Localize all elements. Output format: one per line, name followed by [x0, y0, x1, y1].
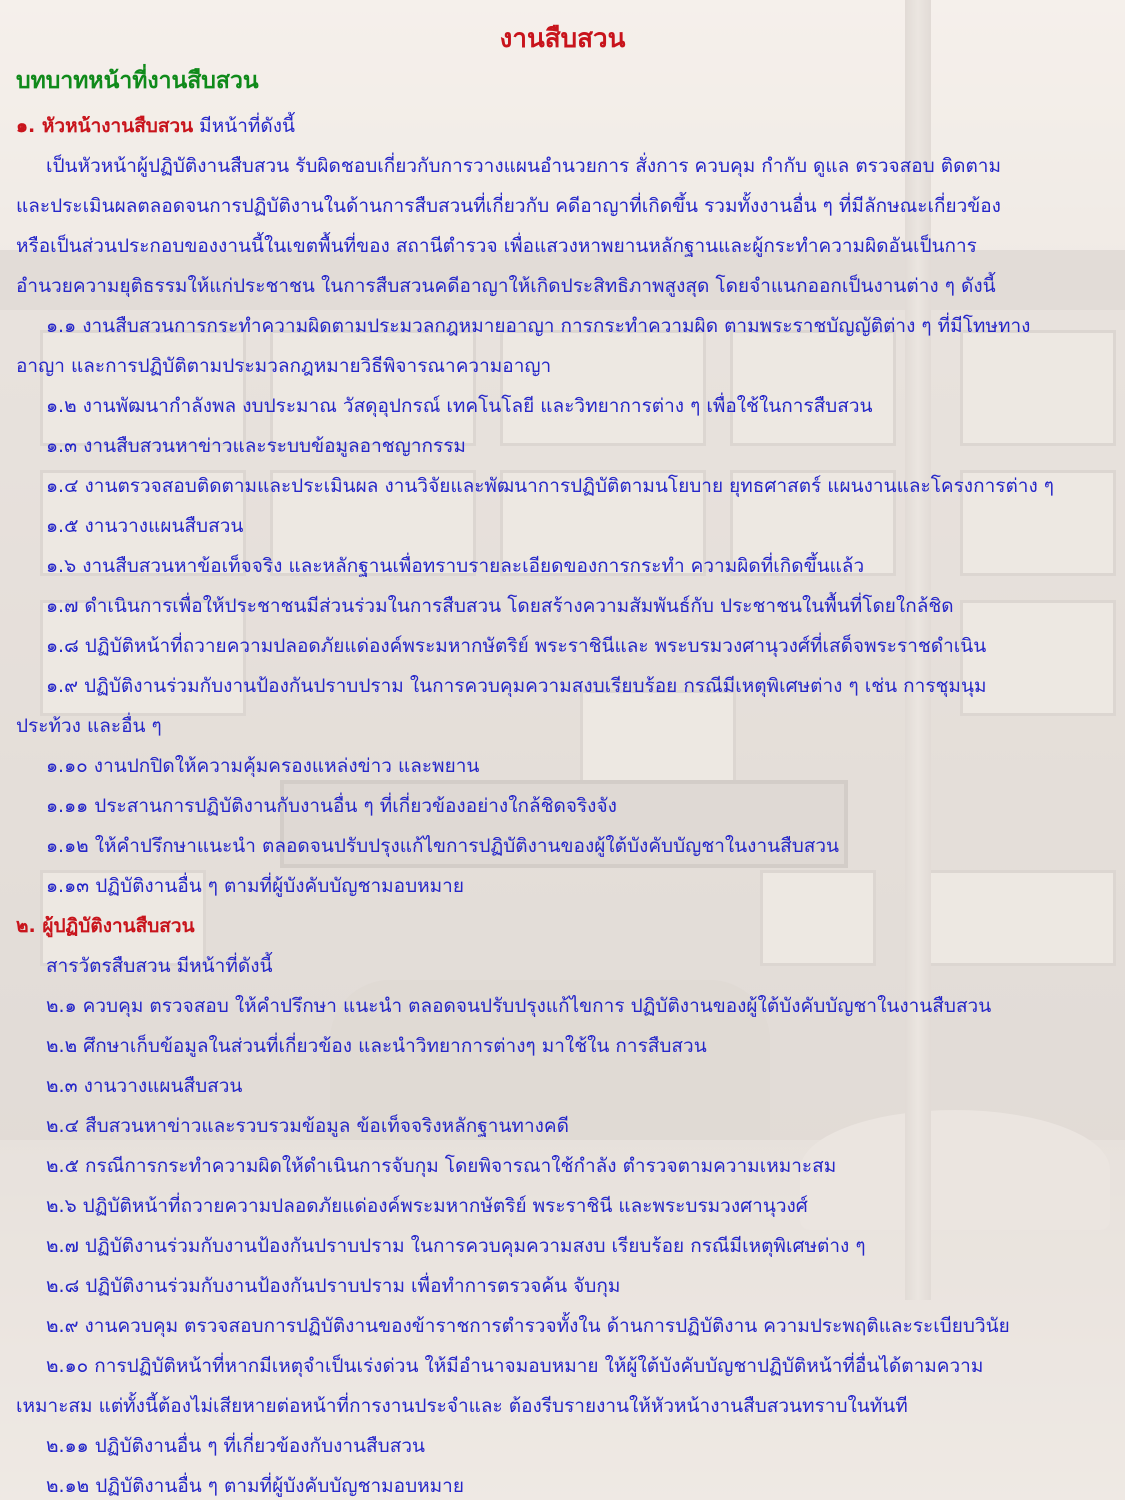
section1-item: ๑.๑๓ ปฏิบัติงานอื่น ๆ ตามที่ผู้บังคับบัญชามอบหมาย [46, 875, 464, 897]
section2-title: ๒. ผู้ปฏิบัติงานสืบสวน [16, 915, 195, 937]
section-heading: บทบาทหน้าที่งานสืบสวน [16, 68, 259, 94]
section1-intro-line: และประเมินผลตลอดจนการปฏิบัติงานในด้านการสืบสวนที่เกี่ยวกับ คดีอาญาที่เกิดขึ้น รวมทั้งงานอื่น ๆ ที่มีลักษณะเกี่ยวข้อง [16, 195, 1001, 217]
page-title: งานสืบสวน [499, 24, 626, 54]
section2-item: ๒.๑๒ ปฏิบัติงานอื่น ๆ ตามที่ผู้บังคับบัญชามอบหมาย [46, 1475, 464, 1497]
section1-item: ๑.๖ งานสืบสวนหาข้อเท็จจริง และหลักฐานเพื่อทราบรายละเอียดของการกระทำ ความผิดที่เกิดขึ้นแล้ว [46, 555, 865, 577]
section1-item: ๑.๒ งานพัฒนากำลังพล งบประมาณ วัสดุอุปกรณ์ เทคโนโลยี และวิทยาการต่าง ๆ เพื่อใช้ในการสืบสวน [46, 395, 873, 417]
section2-item: ๒.๖ ปฏิบัติหน้าที่ถวายความปลอดภัยแด่องค์พระมหากษัตริย์ พระราชินี และพระบรมวงศานุวงศ์ [46, 1195, 808, 1217]
section1-item: ๑.๑๒ ให้คำปรึกษาแนะนำ ตลอดจนปรับปรุงแก้ไขการปฏิบัติงานของผู้ใต้บังคับบัญชาในงานสืบสวน [46, 835, 840, 857]
section1-item: ๑.๘ ปฏิบัติหน้าที่ถวายความปลอดภัยแด่องค์พระมหากษัตริย์ พระราชินีและ พระบรมวงศานุวงศ์ที่เสด็จพระราชดำเนิน [46, 635, 987, 657]
section2-item: เหมาะสม แต่ทั้งนี้ต้องไม่เสียหายต่อหน้าที่การงานประจำและ ต้องรีบรายงานให้หัวหน้างานสืบสวนทราบในทันที [16, 1395, 908, 1417]
section2-item: ๒.๙ งานควบคุม ตรวจสอบการปฏิบัติงานของข้าราชการตำรวจทั้งใน ด้านการปฏิบัติงาน ความประพฤติและระเบียบวินัย [46, 1315, 1010, 1337]
section1-item: ประท้วง และอื่น ๆ [16, 715, 162, 737]
section1-intro-line: อำนวยความยุติธรรมให้แก่ประชาชน ในการสืบสวนคดีอาญาให้เกิดประสิทธิภาพสูงสุด โดยจำแนกออกเป็นงานต่าง ๆ ดังนี้ [16, 275, 996, 297]
section2-item: ๒.๔ สืบสวนหาข่าวและรวบรวมข้อมูล ข้อเท็จจริงหลักฐานทางคดี [46, 1115, 569, 1137]
section1-intro-line: หรือเป็นส่วนประกอบของงานนี้ในเขตพื้นที่ของ สถานีตำรวจ เพื่อแสวงหาพยานหลักฐานและผู้กระทำความผิดอันเป็นการ [16, 235, 977, 257]
section1-item: ๑.๔ งานตรวจสอบติดตามและประเมินผล งานวิจัยและพัฒนาการปฏิบัติตามนโยบาย ยุทธศาสตร์ แผนงานและโครงการต่าง ๆ [46, 475, 1054, 497]
section2-item: ๒.๑๑ ปฏิบัติงานอื่น ๆ ที่เกี่ยวข้องกับงานสืบสวน [46, 1435, 425, 1457]
section2-item: ๒.๑๐ การปฏิบัติหน้าที่หากมีเหตุจำเป็นเร่งด่วน ให้มีอำนาจมอบหมาย ให้ผู้ใต้บังคับบัญชาปฏิบัติหน้าที่อื่นได้ตามความ [46, 1355, 984, 1377]
section1-item: ๑.๑๐ งานปกปิดให้ความคุ้มครองแหล่งข่าว และพยาน [46, 755, 480, 777]
section1-item: อาญา และการปฏิบัติตามประมวลกฎหมายวิธีพิจารณาความอาญา [16, 355, 552, 377]
section2-item: ๒.๘ ปฏิบัติงานร่วมกับงานป้องกันปราบปราม เพื่อทำการตรวจค้น จับกุม [46, 1275, 621, 1297]
section1-item: ๑.๑ งานสืบสวนการกระทำความผิดตามประมวลกฎหมายอาญา การกระทำความผิด ตามพระราชบัญญัติต่าง ๆ ที่มีโทษทาง [46, 315, 1031, 337]
section2-item: ๒.๑ ควบคุม ตรวจสอบ ให้คำปรึกษา แนะนำ ตลอดจนปรับปรุงแก้ไขการ ปฏิบัติงานของผู้ใต้บังคับบัญชาในงานสืบสวน [46, 995, 992, 1017]
section2-item: ๒.๒ ศึกษาเก็บข้อมูลในส่วนที่เกี่ยวข้อง และนำวิทยาการต่างๆ มาใช้ใน การสืบสวน [46, 1035, 707, 1057]
section1-item: ๑.๗ ดำเนินการเพื่อให้ประชาชนมีส่วนร่วมในการสืบสวน โดยสร้างความสัมพันธ์กับ ประชาชนในพื้นที่โดยใกล้ชิด [46, 595, 954, 617]
section1-title: ๑. หัวหน้างานสืบสวน [16, 115, 194, 137]
section1-intro-line: เป็นหัวหน้าผู้ปฏิบัติงานสืบสวน รับผิดชอบเกี่ยวกับการวางแผนอำนวยการ สั่งการ ควบคุม กำกับ ดูแล ตรวจสอบ ติดตาม [46, 155, 1001, 177]
section1-item: ๑.๑๑ ประสานการปฏิบัติงานกับงานอื่น ๆ ที่เกี่ยวข้องอย่างใกล้ชิดจริงจัง [46, 795, 617, 817]
section1-item: ๑.๓ งานสืบสวนหาข่าวและระบบข้อมูลอาชญากรรม [46, 435, 466, 457]
section1-suffix: มีหน้าที่ดังนี้ [193, 115, 295, 137]
section2-item: ๒.๓ งานวางแผนสืบสวน [46, 1075, 243, 1097]
section2-intro: สารวัตรสืบสวน มีหน้าที่ดังนี้ [46, 955, 273, 977]
section1-item: ๑.๕ งานวางแผนสืบสวน [46, 515, 244, 537]
section1-item: ๑.๙ ปฏิบัติงานร่วมกับงานป้องกันปราบปราม ในการควบคุมความสงบเรียบร้อย กรณีมีเหตุพิเศษต่าง ๆ เช่น การชุมนุม [46, 675, 987, 697]
section2-item: ๒.๗ ปฏิบัติงานร่วมกับงานป้องกันปราบปราม ในการควบคุมความสงบ เรียบร้อย กรณีมีเหตุพิเศษต่าง ๆ [46, 1235, 866, 1257]
section2-item: ๒.๕ กรณีการกระทำความผิดให้ดำเนินการจับกุม โดยพิจารณาใช้กำลัง ตำรวจตามความเหมาะสม [46, 1155, 837, 1177]
section1-heading [16, 113, 295, 139]
